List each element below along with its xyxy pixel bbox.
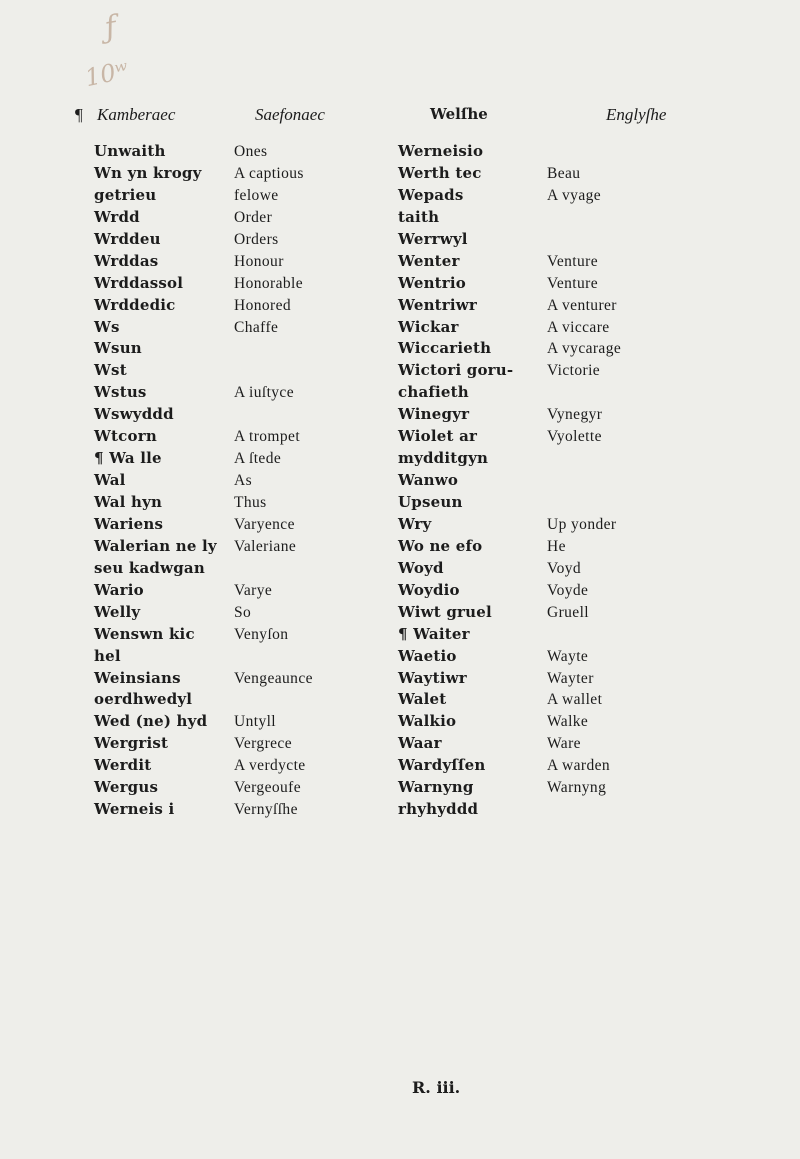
handwritten-note-top: 10ʷ [82, 55, 131, 93]
entry-english: Vyolette [547, 428, 602, 446]
entry-english [547, 207, 621, 229]
entry-welsh: ¶ Waiter [398, 624, 470, 643]
entry-kamberaec: Werdit [94, 756, 152, 775]
entry-welsh: Wanwo [398, 471, 459, 490]
entry-welsh: Werrwyl [398, 229, 468, 248]
entry-kamberaec: Welly [94, 602, 141, 621]
entry-kamberaec: getrieu [94, 185, 157, 204]
entry-english [547, 624, 621, 646]
entry-kamberaec: Wal [94, 471, 126, 490]
entry-welsh: Waetio [398, 646, 457, 665]
entry-saefonaec: Thus [234, 494, 267, 511]
entry-saefonaec: A iuſtyce [234, 384, 294, 402]
entry-kamberaec: Wst [94, 361, 127, 380]
entry-saefonaec: Honour [234, 252, 284, 270]
entry-english: Wayte [547, 647, 589, 665]
entry-english [547, 229, 621, 251]
entry-kamberaec: hel [94, 646, 121, 665]
entry-english: Walke [547, 713, 589, 731]
entry-saefonaec: Ones [234, 143, 268, 160]
entry-kamberaec: Wrddassol [94, 273, 184, 292]
entry-kamberaec: Wenswn kic [94, 624, 195, 643]
entry-english: Beau [547, 164, 581, 182]
entry-welsh: Warnyng [398, 778, 474, 797]
entry-saefonaec: Chaffe [234, 318, 279, 336]
entry-english: Warnyng [547, 779, 607, 797]
entry-english [547, 470, 621, 492]
entry-welsh: chafieth [398, 383, 469, 402]
entry-english: Ware [547, 735, 581, 753]
entry-kamberaec: Wn yn krogy [94, 163, 202, 182]
entry-saefonaec [234, 360, 313, 382]
entry-english: A wallet [547, 691, 603, 709]
entry-english [547, 141, 621, 163]
entry-english: A warden [547, 757, 611, 775]
entry-welsh: Wo ne efo [398, 536, 483, 555]
entry-kamberaec: seu kadwgan [94, 558, 205, 577]
entry-english: He [547, 537, 566, 555]
entry-welsh: Waytiwr [398, 668, 467, 687]
entry-saefonaec: A trompet [234, 428, 301, 446]
entry-kamberaec: Wergrist [94, 734, 169, 753]
entry-welsh: Wiolet ar [398, 427, 478, 446]
header-welsh: Welſhe [430, 105, 488, 123]
column-kamberaec [94, 141, 217, 821]
entry-saefonaec [234, 338, 313, 360]
entry-kamberaec: Unwaith [94, 142, 166, 160]
entry-kamberaec: Wrdd [94, 207, 140, 226]
entry-welsh: Waar [398, 734, 442, 753]
entry-kamberaec: Wrddas [94, 251, 159, 270]
entry-saefonaec [234, 646, 313, 668]
entry-welsh: Wentrio [398, 273, 467, 292]
entry-kamberaec: Werneis i [94, 800, 175, 819]
entry-saefonaec: A ſtede [234, 450, 282, 468]
entry-english: Up yonder [547, 515, 617, 533]
entry-welsh: Wickar [398, 317, 459, 336]
entry-english [547, 448, 621, 470]
header-saefonaec: Saefonaec [255, 105, 325, 124]
entry-saefonaec: Varye [234, 581, 273, 599]
entry-kamberaec: Weinsians [94, 668, 181, 687]
entry-english: A vyage [547, 186, 602, 204]
entry-english: Wayter [547, 669, 594, 687]
entry-saefonaec: Vergeoufe [234, 779, 302, 797]
entry-saefonaec: As [234, 472, 253, 490]
entry-english [547, 799, 621, 821]
entry-saefonaec: So [234, 603, 252, 621]
pilcrow-mark: ¶ [75, 105, 83, 124]
entry-english: A venturer [547, 296, 617, 314]
entry-english: A viccare [547, 318, 610, 336]
entry-welsh: Walet [398, 690, 447, 709]
entry-saefonaec: Vernyſſhe [234, 801, 298, 819]
entry-english: Voyde [547, 581, 589, 599]
entry-welsh: Woyd [398, 558, 444, 577]
entry-saefonaec: Venyſon [234, 625, 289, 643]
entry-english: Gruell [547, 603, 589, 621]
entry-welsh: Winegyr [398, 405, 470, 424]
entry-welsh: taith [398, 207, 440, 226]
entry-kamberaec: Wario [94, 580, 144, 599]
column-header-row [75, 105, 795, 135]
entry-english: Victorie [547, 362, 601, 380]
entry-welsh: Woydio [398, 580, 460, 599]
entry-saefonaec: Honored [234, 296, 292, 314]
entry-kamberaec: Walerian ne ly [94, 536, 217, 555]
entry-welsh: Wictori goru- [398, 361, 514, 380]
entry-kamberaec: ¶ Wa lle [94, 449, 162, 468]
column-welsh [398, 141, 513, 821]
entry-kamberaec: Wrddeu [94, 229, 161, 248]
entry-welsh: Werneisio [398, 142, 484, 160]
entry-saefonaec: Valeriane [234, 537, 297, 555]
entry-saefonaec [234, 558, 313, 580]
entry-saefonaec: Vengeaunce [234, 669, 313, 687]
entry-saefonaec: Orders [234, 230, 279, 248]
entry-welsh: Upseun [398, 493, 463, 511]
entry-welsh: Wiwt gruel [398, 602, 492, 621]
entry-kamberaec: Wtcorn [94, 427, 157, 446]
entry-saefonaec: Order [234, 208, 273, 226]
entry-saefonaec [234, 689, 313, 711]
entry-welsh: Wenter [398, 251, 460, 270]
entry-saefonaec: A verdycte [234, 757, 306, 775]
entry-saefonaec: Untyll [234, 713, 277, 731]
entry-welsh: Walkio [398, 712, 457, 731]
entry-saefonaec: Vergrece [234, 735, 292, 753]
entry-kamberaec: Ws [94, 317, 120, 336]
entry-welsh: Wardyſſen [398, 756, 486, 775]
header-kamberaec: Kamberaec [97, 105, 176, 124]
entry-welsh: Wentriwr [398, 295, 478, 314]
entry-welsh: Werth tec [398, 163, 482, 182]
entry-english: Vynegyr [547, 406, 603, 424]
entry-english: Venture [547, 252, 599, 270]
signature-mark: R. iii. [412, 1078, 461, 1097]
entry-kamberaec: Wed (ne) hyd [94, 712, 208, 731]
column-english [547, 141, 621, 821]
header-english: Englyſhe [606, 105, 667, 124]
ink-scrawl-top: ƒ [102, 9, 120, 46]
column-saefonaec [234, 141, 313, 821]
entry-saefonaec: Varyence [234, 515, 295, 533]
entry-welsh: Wry [398, 514, 432, 533]
entry-english [547, 492, 621, 514]
entry-saefonaec: felowe [234, 186, 279, 204]
entry-english: Venture [547, 274, 599, 292]
entry-saefonaec [234, 404, 313, 426]
entry-welsh: Wepads [398, 185, 464, 204]
entry-english [547, 382, 621, 404]
entry-kamberaec: Wrddedic [94, 295, 176, 314]
entry-english: Voyd [547, 559, 582, 577]
entry-welsh: rhyhyddd [398, 800, 479, 819]
entry-kamberaec: Wariens [94, 514, 164, 533]
entry-welsh: mydditgyn [398, 449, 489, 468]
entry-kamberaec: Wsun [94, 339, 142, 358]
entry-kamberaec: Wal hyn [94, 493, 163, 511]
entry-kamberaec: oerdhwedyl [94, 690, 193, 709]
entry-kamberaec: Wergus [94, 778, 159, 797]
entry-welsh: Wiccarieth [398, 339, 492, 358]
entry-saefonaec: A captious [234, 164, 304, 182]
entry-kamberaec: Wstus [94, 383, 147, 402]
entry-english: A vycarage [547, 340, 622, 358]
entry-kamberaec: Wswyddd [94, 405, 174, 424]
entry-saefonaec: Honorable [234, 274, 304, 292]
